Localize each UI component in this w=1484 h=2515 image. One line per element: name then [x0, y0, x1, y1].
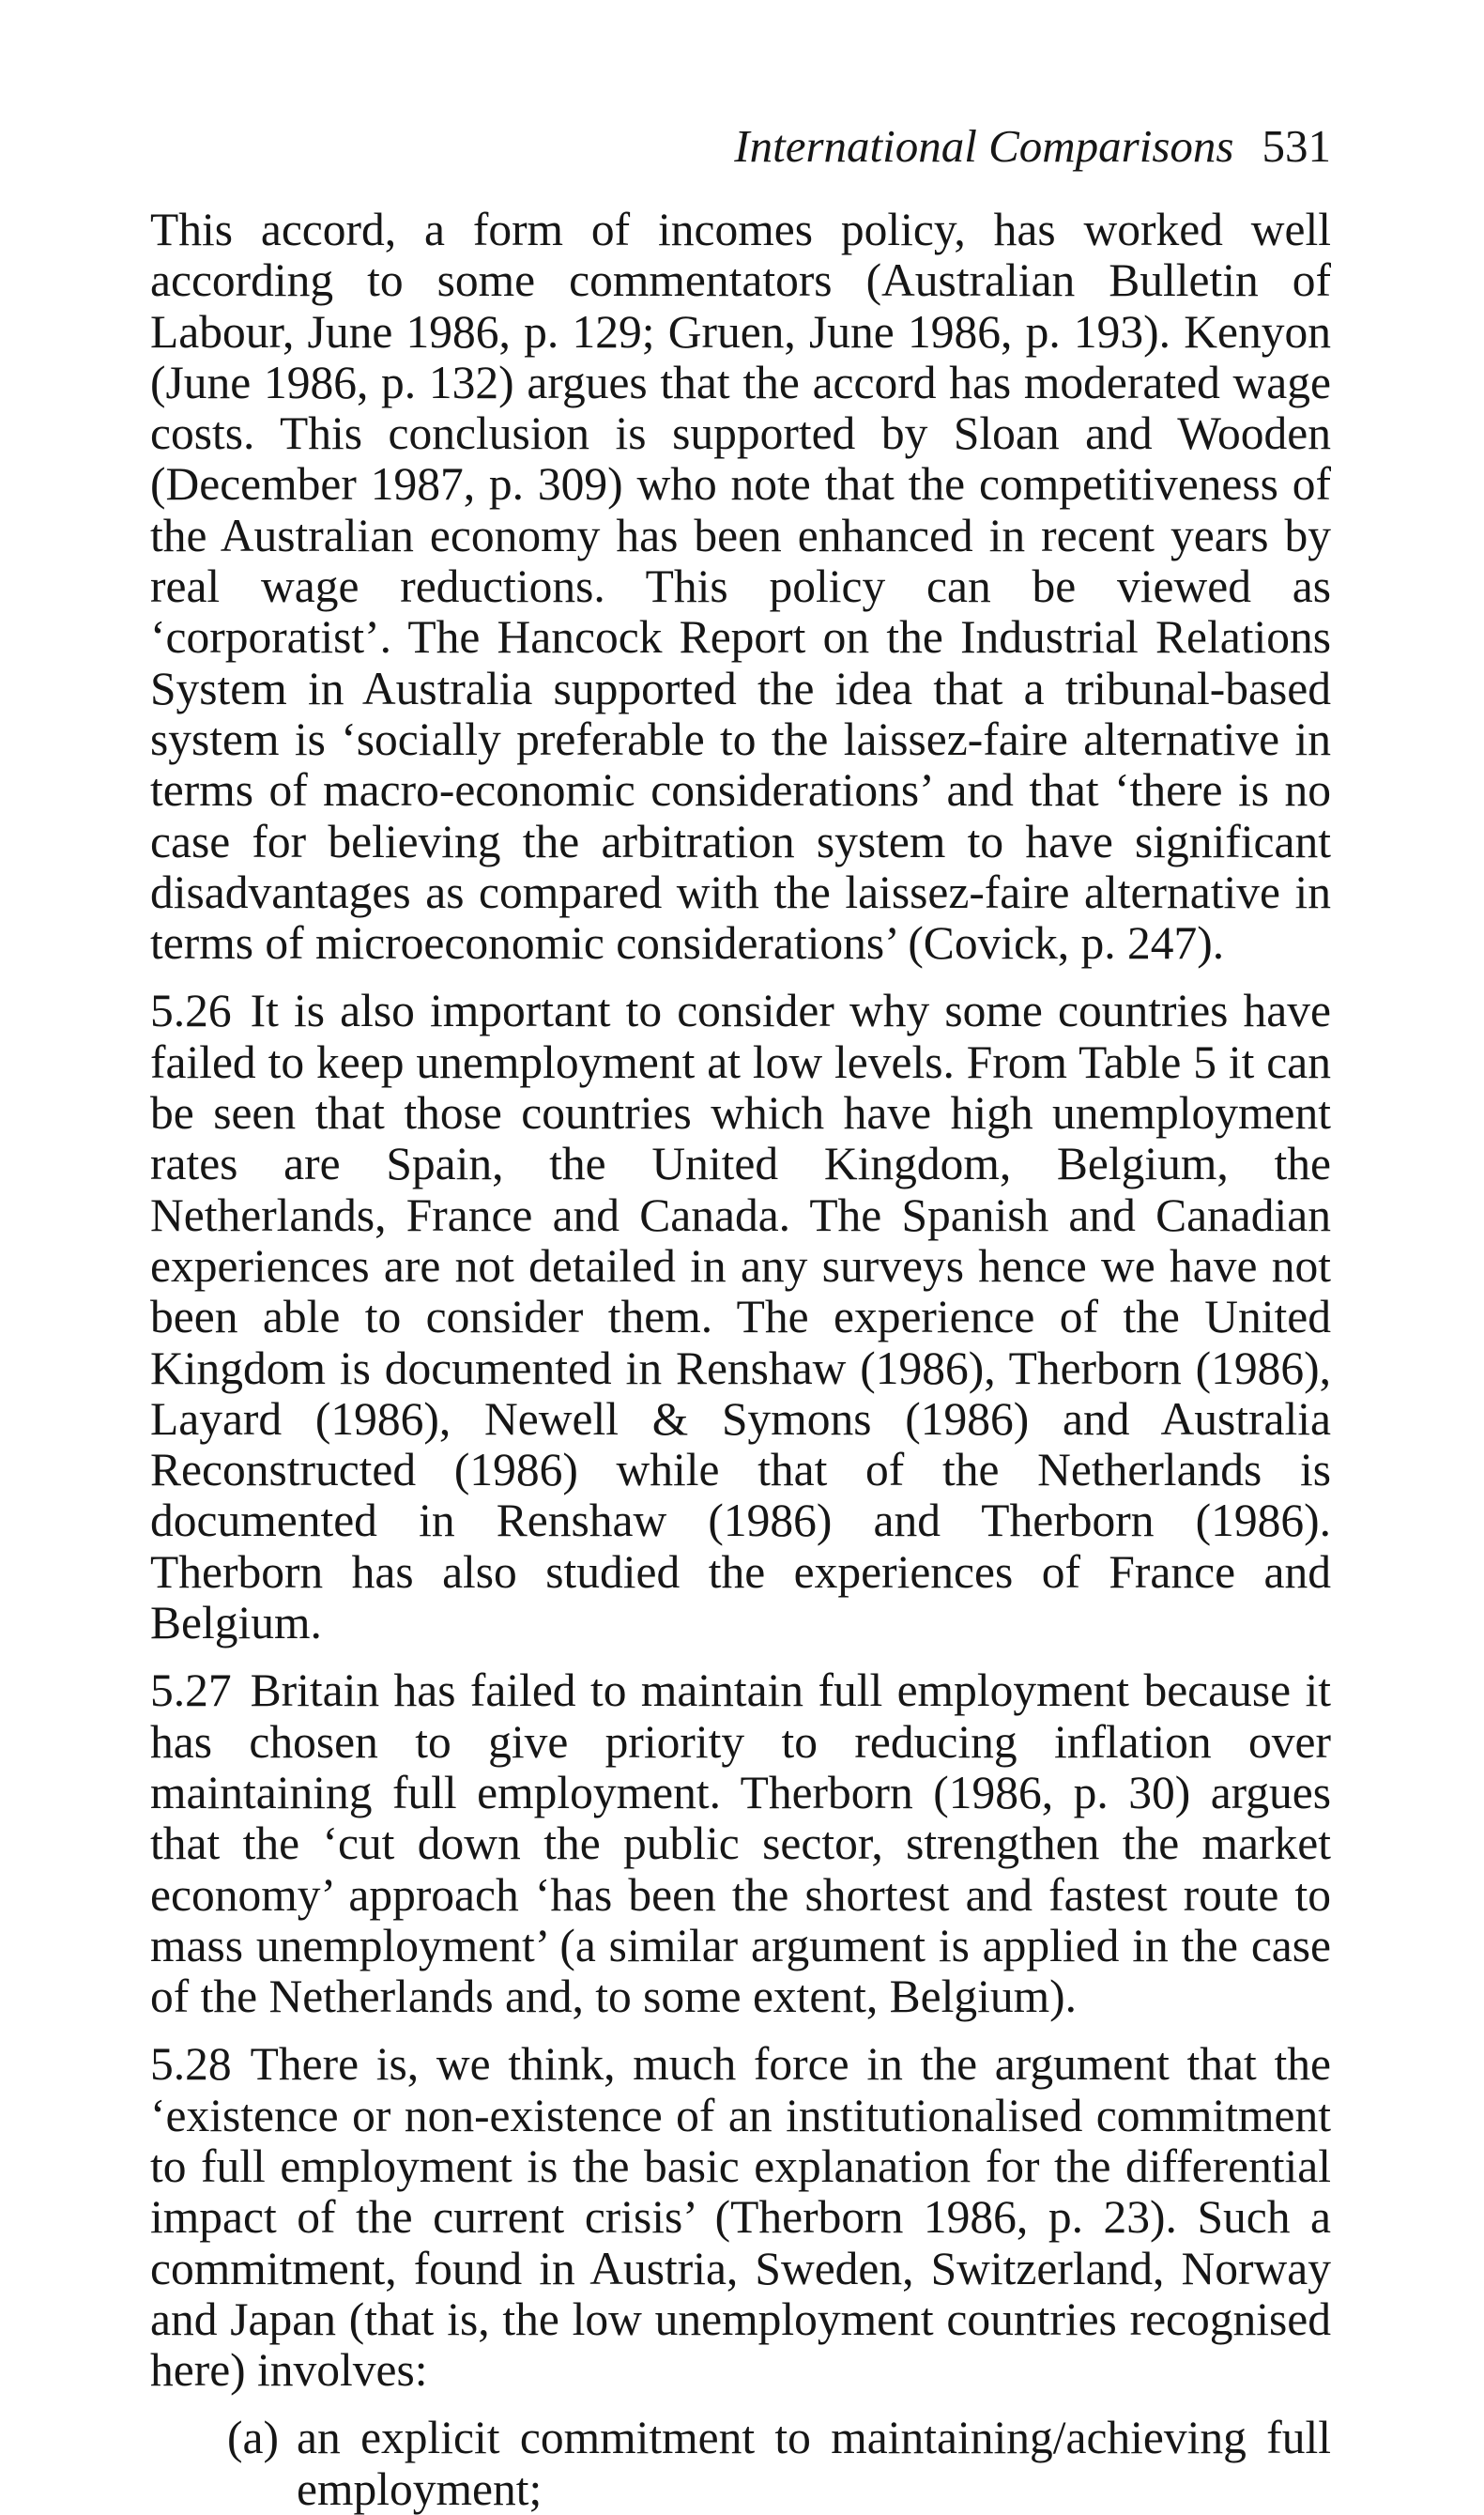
paragraph-5-27 [150, 1665, 1331, 2022]
paragraph-text: Britain has failed to maintain full employment because it has chosen to give priority to reducing inflation over maintaining full employment. Therborn (1986, p. 30) argues that the ‘cut down the public sector, strengthen the market economy’ approach ‘has been the shortest and fastest route to mass unemployment’ (a similar argument is applied in the case of the Netherlands and, to some extent, Belgium). [150, 1664, 1331, 2023]
paragraph-number: 5.26 [150, 985, 232, 1037]
paragraph-text: It is also important to consider why some countries have failed to keep unemployment at low levels. From Table 5 it can be seen that those countries which have high unemployment rates are Spain, the United Kingdom, Belgium, the Netherlands, France and Canada. The Spanish and Canadian experiences are not detailed in any surveys hence we have not been able to consider them. The experience of the United Kingdom is documented in Renshaw (1986), Therborn (1986), Layard (1986), Newell & Symons (1986) and Australia Reconstructed (1986) while that of the Netherlands is documented in Renshaw (1986) and Therborn (1986). Therborn has also studied the experiences of France and Belgium. [150, 985, 1331, 1649]
paragraph-5-26 [150, 986, 1331, 1649]
paragraph-number: 5.28 [150, 2038, 232, 2091]
running-head [734, 118, 1331, 175]
list-item-label: (a) [227, 2412, 279, 2464]
paragraph-text: This accord, a form of incomes policy, has worked well according to some commentators (Australian Bulletin of Labour, June 1986, p. 129; Gruen, June 1986, p. 193). Kenyon (June 1986, p. 132) argues that the accord has moderated wage costs. This conclusion is supported by Sloan and Wooden (December 1987, p. 309) who note that the competitiveness of the Australian economy has been enhanced in recent years by real wage reductions. This policy can be viewed as ‘corporatist’. The Hancock Report on the Industrial Relations System in Australia supported the idea that a tribunal-based system is ‘socially preferable to the laissez-faire alternative in terms of macro-economic considerations’ and that ‘there is no case for believing the arbitration system to have significant disadvantages as compared with the laissez-faire alternative in terms of microeconomic considerations’ (Covick, p. 247). [150, 204, 1331, 970]
page-number: 531 [1262, 120, 1331, 172]
paragraph-continuation [150, 205, 1331, 969]
paragraph-number: 5.27 [150, 1664, 232, 1717]
list-item [227, 2413, 1331, 2515]
body-text [150, 205, 1331, 2515]
running-head-title: International Comparisons [734, 120, 1234, 172]
paragraph-5-28 [150, 2039, 1331, 2396]
list-item-text: an explicit commitment to maintaining/achieving full employment; [297, 2412, 1331, 2515]
paragraph-text: There is, we think, much force in the argument that the ‘existence or non-existence of an institutionalised commitment to full employment is the basic explanation for the differential impact of the current crisis’ (Therborn 1986, p. 23). Such a commitment, found in Austria, Sweden, Switzerland, Norway and Japan (that is, the low unemployment countries recognised here) involves: [150, 2038, 1331, 2397]
